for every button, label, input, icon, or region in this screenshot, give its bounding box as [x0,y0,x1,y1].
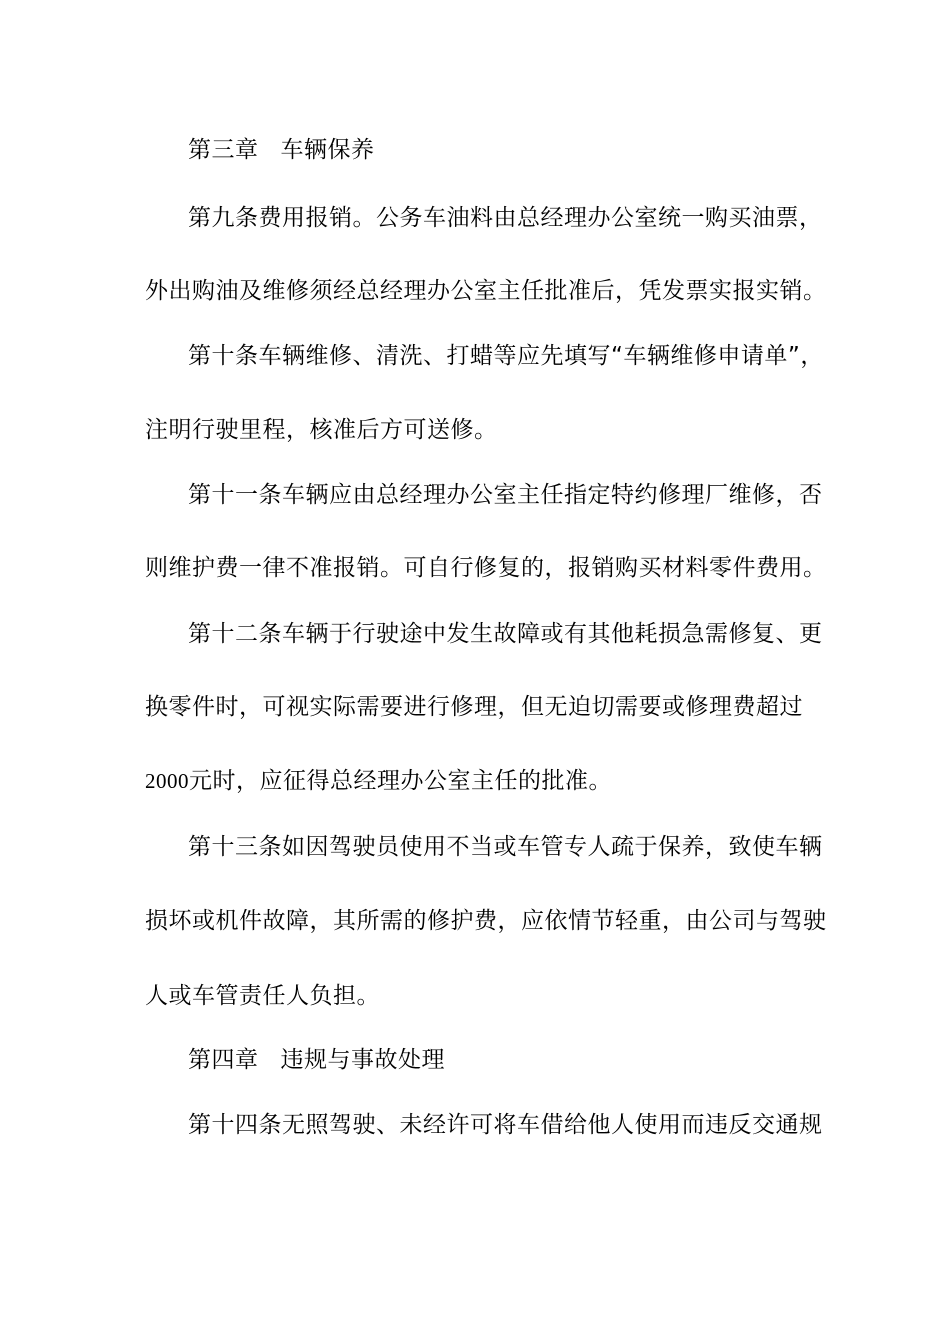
article-13-line-3: 人或车管责任人负担。 [145,983,380,1009]
article-11-line-1: 第十一条车辆应由总经理办公室主任指定特约修理厂维修，否 [188,482,823,508]
article-10-line-1: 第十条车辆维修、清洗、打蜡等应先填写“车辆维修申请单”， [188,343,824,369]
article-11-line-2: 则维护费一律不准报销。可自行修复的，报销购买材料零件费用。 [145,555,827,581]
article-14-line-1: 第十四条无照驾驶、未经许可将车借给他人使用而违反交通规 [188,1112,823,1138]
chapter-3-number: 第三章 [188,137,259,163]
chapter-3-heading [188,135,375,165]
article-10-line-2: 注明行驶里程，核准后方可送修。 [145,417,498,443]
amount-value: 2000 [145,769,189,793]
article-9-line-1: 第九条费用报销。公务车油料由总经理办公室统一购买油票， [188,205,823,231]
article-12-line-2: 换零件时，可视实际需要进行修理，但无迫切需要或修理费超过 [145,694,803,720]
article-12-line-1: 第十二条车辆于行驶途中发生故障或有其他耗损急需修复、更 [188,621,823,647]
chapter-4-title: 违规与事故处理 [280,1047,445,1073]
article-13-line-2: 损坏或机件故障，其所需的修护费，应依情节轻重，由公司与驾驶 [145,908,827,934]
chapter-3-title: 车辆保养 [280,137,375,163]
article-9-line-2: 外出购油及维修须经总经理办公室主任批准后，凭发票实报实销。 [145,278,827,304]
article-13-line-1: 第十三条如因驾驶员使用不当或车管专人疏于保养，致使车辆 [188,834,823,860]
article-12-line-3 [145,766,612,796]
chapter-4-heading [188,1045,445,1075]
chapter-4-number: 第四章 [188,1047,259,1073]
article-12-line-3-text: 元时，应征得总经理办公室主任的批准。 [189,768,612,794]
